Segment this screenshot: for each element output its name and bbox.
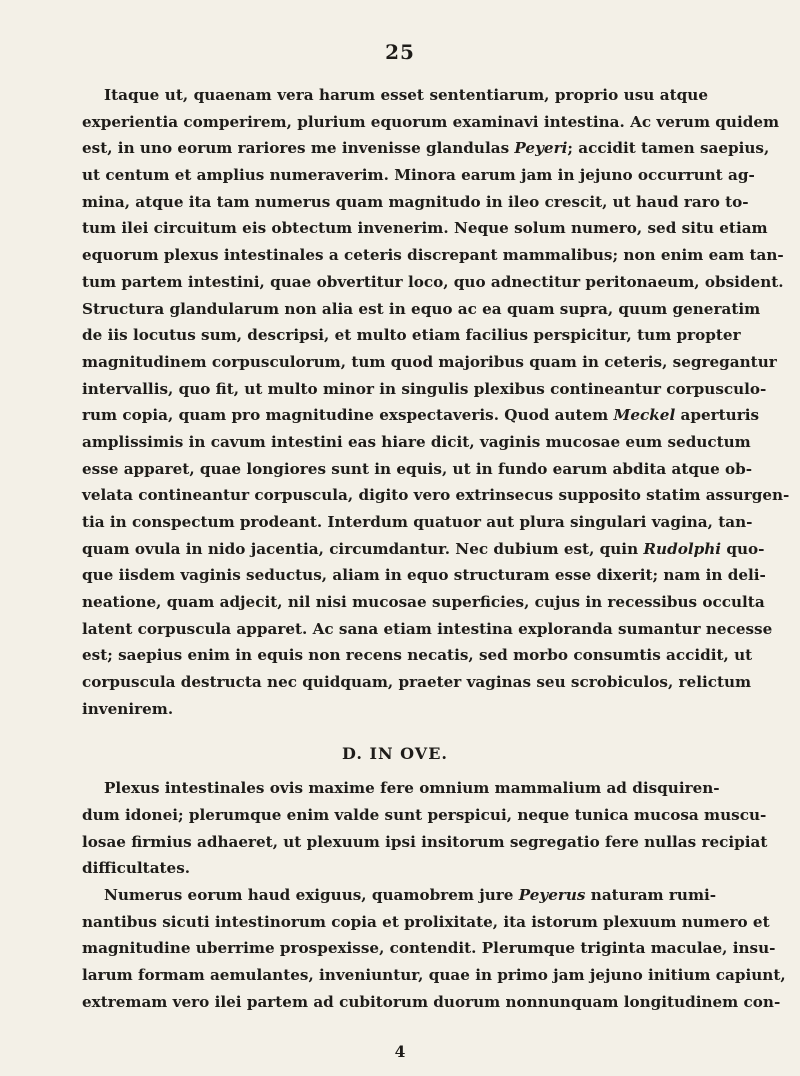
section-heading: D. IN OVE. — [342, 743, 448, 763]
text-line — [82, 855, 708, 882]
text-line — [82, 616, 773, 643]
text-line — [82, 402, 760, 429]
text-line — [82, 215, 768, 242]
text-line — [82, 962, 786, 989]
text-line — [82, 882, 717, 909]
text-run: tum partem intestini, quae obvertitur loco, quo adnectitur peritonaeum, obsident. — [82, 272, 784, 291]
text-line — [82, 802, 767, 829]
text-line — [82, 536, 765, 563]
text-run: equorum plexus intestinales a ceteris discrepant mammalibus; non enim eam tan- — [82, 246, 784, 265]
text-run: dum idonei; plerumque enim valde sunt perspicui, neque tunica mucosa muscu- — [82, 805, 767, 824]
text-line — [82, 669, 752, 696]
text-run: tum ilei circuitum eis obtectum invenerim. Neque solum numero, sed situ etiam — [82, 219, 768, 238]
text-run: naturam rumi- — [585, 885, 717, 904]
text-line — [82, 109, 780, 136]
body-text — [82, 82, 790, 1015]
text-line — [82, 562, 766, 589]
text-line — [82, 696, 708, 723]
text-run: quo- — [721, 539, 765, 558]
text-line — [82, 189, 749, 216]
text-run: que iisdem vaginis seductus, aliam in equo structuram esse dixerit; nam in deli- — [82, 566, 766, 585]
text-run: latent corpuscula apparet. Ac sana etiam intestina exploranda sumantur necesse — [82, 619, 773, 638]
text-line — [82, 935, 776, 962]
text-run: larum formam aemulantes, inveniuntur, quae in primo jam jejuno initium capiunt, — [82, 966, 786, 984]
text-line — [82, 296, 761, 323]
text-run: invenirem. — [82, 699, 174, 718]
text-run: extremam vero ilei partem ad cubitorum duorum nonnunquam longitudinem con- — [82, 992, 781, 1011]
text-line — [82, 989, 781, 1016]
text-run: quam ovula in nido jacentia, circumdantur. Nec dubium est, quin — [82, 539, 644, 558]
signature-mark: 4 — [394, 1042, 406, 1061]
text-line — [82, 456, 753, 483]
text-run: Itaque ut, quaenam vera harum esset sententiarum, proprio usu atque — [104, 86, 708, 104]
text-run: mina, atque ita tam numerus quam magnitudo in ileo crescit, ut haud raro to- — [82, 192, 749, 211]
text-line — [82, 829, 768, 856]
text-run: neatione, quam adjecit, nil nisi mucosae superficies, cujus in recessibus occulta — [82, 593, 765, 612]
text-run: Structura glandularum non alia est in equo ac ea quam supra, quum generatim — [82, 299, 761, 318]
text-line — [82, 642, 753, 669]
text-line — [82, 349, 777, 376]
text-run: magnitudine uberrime prospexisse, contendit. Plerumque triginta maculae, insu- — [82, 939, 776, 958]
text-run: est; saepius enim in equis non recens necatis, sed morbo consumtis accidit, ut — [82, 646, 753, 665]
text-run: de iis locutus sum, descripsi, et multo etiam facilius perspicitur, tum propter — [82, 326, 741, 345]
text-run: velata contineantur corpuscula, digito vero extrinsecus supposito statim assurgen- — [82, 486, 790, 505]
text-run: ut centum et amplius numeraverim. Minora earum jam in jejuno occurrunt ag- — [82, 166, 755, 185]
text-line — [82, 429, 751, 456]
text-run: aperturis — [675, 406, 760, 425]
text-line — [82, 135, 770, 162]
text-run: magnitudinem corpusculorum, tum quod majoribus quam in ceteris, segregantur — [82, 352, 777, 371]
italic-name: Meckel — [613, 406, 676, 425]
text-line — [82, 162, 755, 189]
text-line — [82, 909, 770, 936]
text-run: intervallis, quo fit, ut multo minor in singulis plexibus contineantur corpusculo- — [82, 379, 767, 398]
text-line — [82, 242, 784, 269]
text-run: losae firmius adhaeret, ut plexuum ipsi insitorum segregatio fere nullas recipiat — [82, 832, 768, 851]
text-run: tia in conspectum prodeant. Interdum quatuor aut plura singulari vagina, tan- — [82, 513, 753, 531]
text-line — [82, 269, 784, 296]
text-run: difficultates. — [82, 859, 191, 878]
text-run: corpuscula destructa nec quidquam, praeter vaginas seu scrobiculos, relictum — [82, 673, 752, 692]
text-run: Plexus intestinales ovis maxime fere omnium mammalium ad disquiren- — [104, 779, 720, 798]
italic-name: Rudolphi — [643, 539, 722, 558]
paragraph — [82, 82, 790, 723]
page-number: 25 — [385, 40, 415, 64]
text-line — [82, 82, 708, 109]
text-run: ; accidit tamen saepius, — [567, 139, 770, 158]
paragraph — [82, 882, 786, 1015]
paragraph — [82, 775, 768, 882]
text-run: est, in uno eorum rariores me invenisse glandulas — [82, 139, 515, 158]
text-line — [82, 775, 720, 802]
text-line — [82, 589, 765, 616]
text-line — [82, 509, 753, 536]
text-run: rum copia, quam pro magnitudine exspectaveris. Quod autem — [82, 406, 614, 425]
italic-name: Peyerus — [518, 885, 586, 904]
text-line — [82, 482, 790, 509]
text-run: esse apparet, quae longiores sunt in equis, ut in fundo earum abdita atque ob- — [82, 459, 753, 478]
text-line — [82, 376, 767, 403]
text-line — [82, 322, 741, 349]
text-run: Numerus eorum haud exiguus, quamobrem jure — [104, 885, 519, 904]
text-run: experientia comperirem, plurium equorum examinavi intestina. Ac verum quidem — [82, 112, 780, 131]
text-run: nantibus sicuti intestinorum copia et prolixitate, ita istorum plexuum numero et — [82, 912, 770, 931]
text-run: amplissimis in cavum intestini eas hiare dicit, vaginis mucosae eum seductum — [82, 432, 751, 451]
italic-name: Peyeri — [514, 139, 568, 158]
